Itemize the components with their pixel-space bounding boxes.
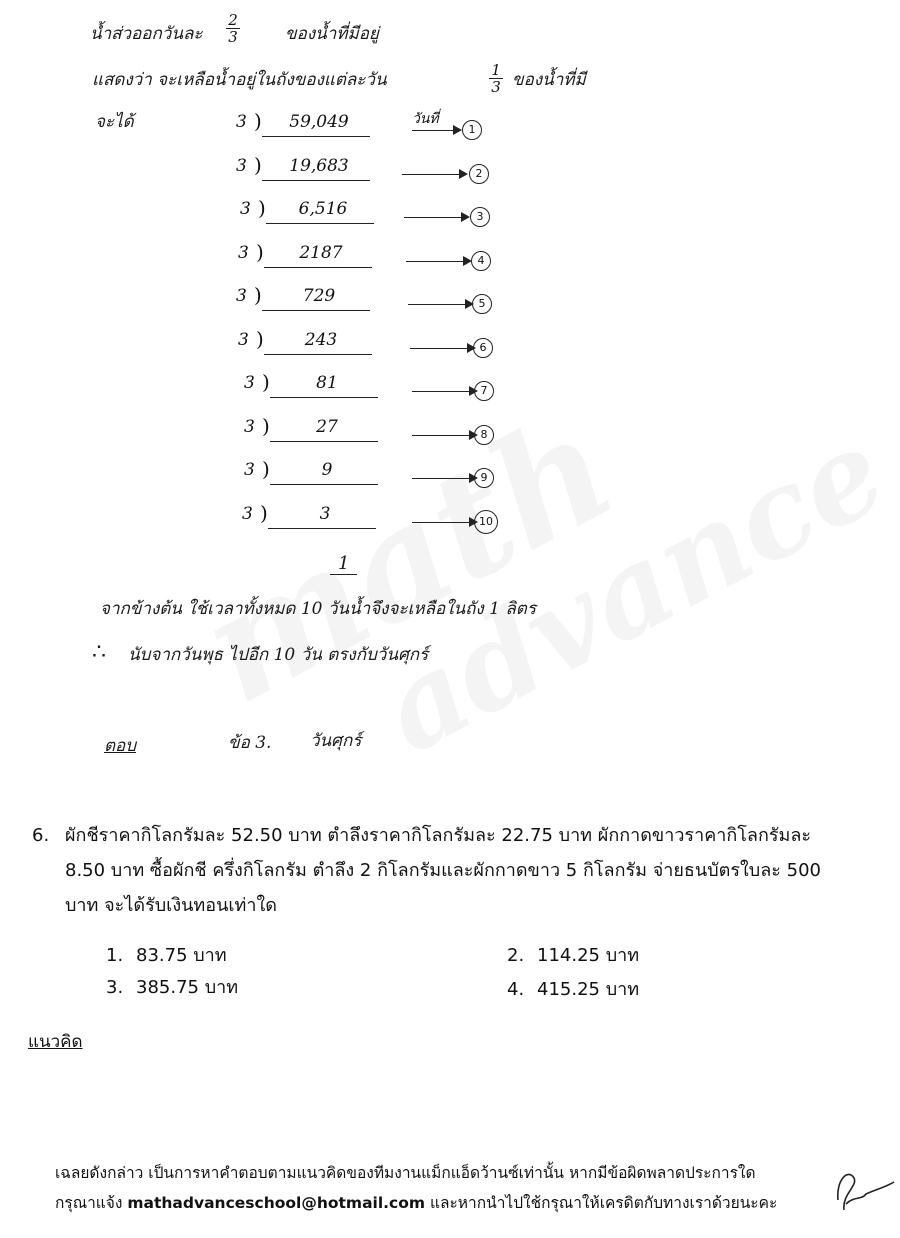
dividend: 243 (304, 329, 338, 350)
divisor: 3 (236, 155, 247, 176)
option-3 (106, 972, 238, 1001)
division-bracket: ) (254, 109, 262, 133)
dividend-underline (270, 484, 378, 485)
day-number-circle: 6 (473, 338, 493, 358)
answer-label: ตอบ (104, 736, 137, 756)
hw-line-1-tail: ของน้ำที่มีอยู่ (285, 24, 379, 44)
dividend: 9 (321, 460, 333, 480)
footer-line-1: เฉลยดังกล่าว เป็นการหาคำตอบตามแนวคิดของทีมงานแม็กแอ็ดว้านซ์เท่านั้น หากมีข้อผิดพลาดประการใด (55, 1164, 756, 1182)
divisor: 3 (244, 416, 255, 437)
day-number-circle: 3 (470, 207, 490, 227)
divisor: 3 (236, 286, 247, 306)
option-1 (106, 940, 227, 969)
hw-line-1 (90, 20, 203, 47)
hw-line-1-fraction (226, 12, 240, 45)
dividend: 81 (316, 373, 338, 393)
dividend-underline (262, 310, 370, 311)
division-bracket: ) (256, 326, 264, 351)
fraction-numerator: 1 (489, 62, 503, 79)
option-4 (507, 974, 639, 1003)
hw-line-2-tail: ของน้ำที่มี (512, 70, 586, 90)
hw-line-2-fraction (489, 62, 503, 95)
fraction-numerator: 2 (226, 12, 240, 29)
answer-value: วันศุกร์ (310, 731, 362, 751)
arrow-icon (412, 478, 476, 479)
division-step (0, 328, 900, 370)
dividend: 729 (302, 286, 336, 306)
divisor: 3 (242, 503, 253, 524)
division-bracket: ) (262, 413, 270, 438)
day-number-circle: 4 (471, 251, 491, 271)
arrow-icon (404, 217, 468, 218)
conclusion-2: นับจากวันพุธ ไปอีก 10 วัน ตรงกับวันศุกร์ (128, 645, 429, 665)
division-step (0, 197, 900, 239)
division-bracket: ) (254, 152, 262, 177)
arrow-icon (408, 304, 472, 305)
dividend-underline (270, 397, 378, 398)
fraction-denominator: 3 (228, 28, 238, 46)
day-number-circle: 1 (462, 120, 482, 140)
option-3-text: 385.75 บาท (136, 977, 239, 998)
dividend: 2187 (299, 242, 343, 263)
footer-line-2-pre: กรุณาแจ้ง (55, 1194, 128, 1212)
option-3-number: 3. (106, 977, 124, 998)
arrow-icon (410, 348, 474, 349)
division-step (0, 154, 900, 196)
dividend-underline (264, 354, 372, 355)
day-number-circle: 2 (469, 164, 489, 184)
dividend: 3 (319, 503, 331, 524)
dividend-underline (268, 528, 376, 529)
day-number-circle: 7 (474, 381, 494, 401)
hw-line-1-text: น้ำส่วออกวันละ (90, 24, 203, 44)
division-bracket: ) (260, 500, 268, 525)
divisor: 3 (238, 242, 249, 263)
option-4-number: 4. (507, 979, 525, 1000)
day-number-circle: 9 (474, 468, 494, 488)
dividend-underline (262, 180, 370, 181)
signature-mark (808, 1160, 898, 1220)
division-bracket: ) (262, 370, 270, 394)
conclusion-1: จากข้างต้น ใช้เวลาทั้งหมด 10 วันน้ำจึงจะเหลือในถัง 1 ลิตร (100, 599, 536, 619)
hw-line-2: แสดงว่า จะเหลือน้ำอยู่ในถังของแต่ละวัน (92, 70, 387, 90)
arrow-icon (406, 261, 470, 262)
question-number: 6. (32, 825, 50, 846)
day-number-circle: 5 (472, 294, 492, 314)
dividend-underline (264, 267, 372, 268)
dividend: 19,683 (289, 155, 349, 176)
arrow-icon (412, 391, 476, 392)
division-step (0, 284, 900, 326)
footer-line-2 (55, 1188, 777, 1218)
division-step (0, 415, 900, 457)
footer-line-2-post: และหากนำไปใช้กรุณาให้เครดิตกับทางเราด้วยนะคะ (425, 1194, 778, 1212)
option-1-number: 1. (106, 945, 124, 966)
final-result: 1 (330, 553, 357, 575)
option-1-text: 83.75 บาท (136, 945, 227, 966)
therefore-symbol: ∴ (92, 640, 106, 665)
option-2-number: 2. (507, 945, 525, 966)
concept-heading: แนวคิด (28, 1032, 83, 1052)
division-step (0, 110, 900, 152)
dividend-underline (270, 441, 378, 442)
question-text: ผักชีราคากิโลกรัมละ 52.50 บาท ตำลึงราคากิโลกรัมละ 22.75 บาท ผักกาดขาวราคากิโลกรัมละ 8.50 บาท ซื้อผักชี ครึ่งกิโลกรัม ตำลึง 2 กิโลกรัมและผักกาดขาว 5 กิโลกรัม จ่ายธนบัตรใบละ 500 บาท จะได้รับเงินทอนเท่าใด (65, 825, 821, 916)
fraction-denominator: 3 (491, 78, 501, 96)
division-bracket: ) (256, 239, 264, 264)
divisor: 3 (240, 199, 251, 219)
option-2-text: 114.25 บาท (537, 945, 640, 966)
day-number-circle: 10 (474, 510, 498, 534)
hw-line-3-label: จะได้ (95, 112, 134, 132)
dividend-underline (262, 136, 370, 137)
division-bracket: ) (262, 457, 270, 481)
division-step (0, 458, 900, 500)
division-bracket: ) (258, 196, 266, 220)
arrow-icon (402, 174, 466, 175)
division-bracket: ) (254, 283, 262, 307)
day-number-circle: 8 (474, 425, 494, 445)
footer-note (55, 1158, 777, 1218)
answer-choice: ข้อ 3. (228, 733, 272, 753)
option-2 (507, 940, 639, 969)
division-step (0, 371, 900, 413)
divisor: 3 (244, 373, 255, 393)
divisor: 3 (244, 460, 255, 480)
option-4-text: 415.25 บาท (537, 979, 640, 1000)
day-label: วันที่ (412, 108, 439, 131)
dividend: 6,516 (298, 199, 348, 219)
arrow-icon (412, 522, 476, 523)
dividend: 27 (316, 416, 338, 437)
division-step (0, 502, 900, 544)
footer-email[interactable]: mathadvanceschool@hotmail.com (127, 1194, 426, 1212)
arrow-icon (412, 435, 476, 436)
dividend-underline (266, 223, 374, 224)
divisor: 3 (236, 112, 247, 132)
division-step (0, 241, 900, 283)
dividend: 59,049 (289, 112, 349, 132)
divisor: 3 (238, 329, 249, 350)
